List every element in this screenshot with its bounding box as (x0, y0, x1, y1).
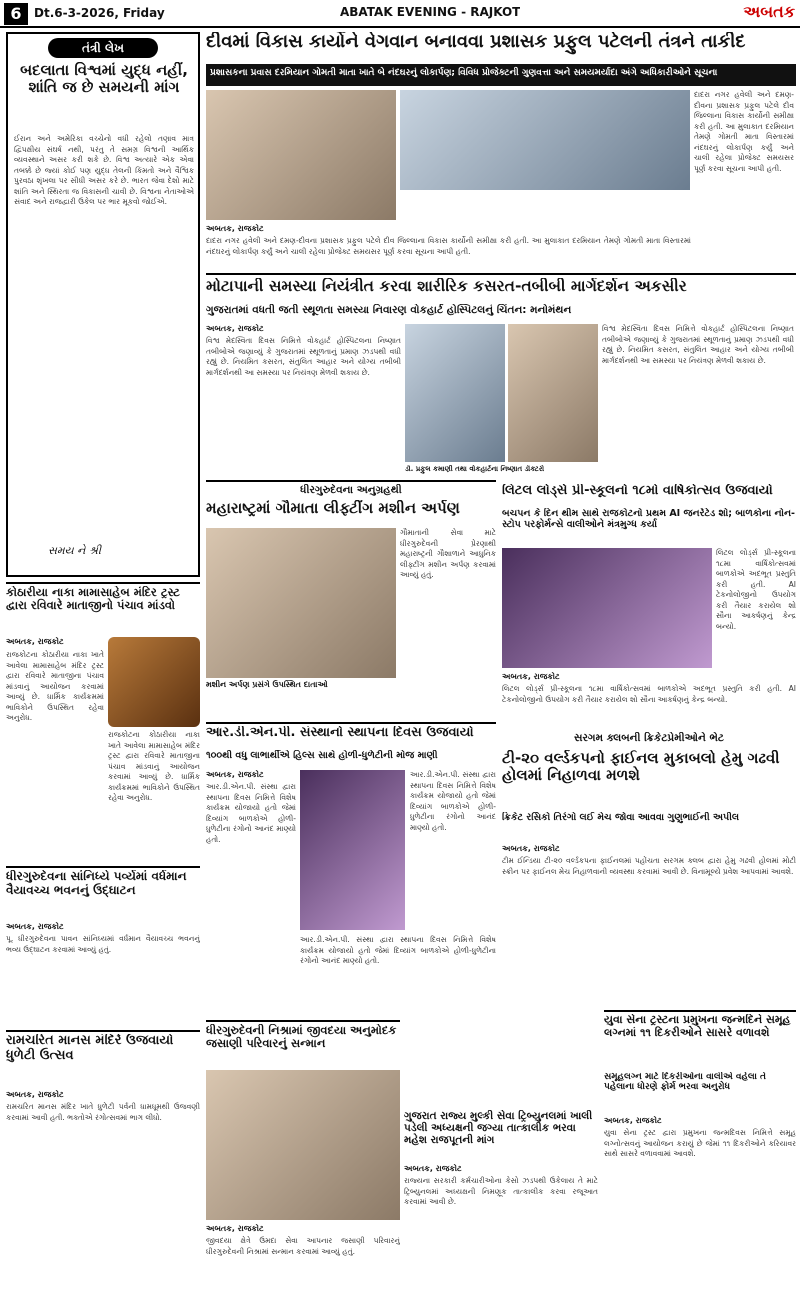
rdnp-body-2: આર.ડી.એન.પી. સંસ્થા દ્વારા સ્થાપના દિવસ નિમિત્તે વિશેષ કાર્યક્રમ યોજાયો હતો જેમાં દિવ્યાંગ બાળકોએ હોળી-ધુળેટીના રંગોનો આનંદ માણ્યો હતો. (300, 935, 496, 965)
jasani-dateline: અબતક, રાજકોટ (206, 1224, 264, 1233)
lead-subheadline: પ્રશાસકના પ્રવાસ દરમિયાન ગોમતી માતા ખાતે બે નંદઘરનું લોકાર્પણ; વિવિધ પ્રોજેક્ટની ગુણવત્તા અને સમયમર્યાદા અંગે અધિકારીઓને સૂચના (206, 64, 796, 86)
school-photo (502, 548, 712, 668)
divider (6, 582, 200, 584)
rdnp-subheadline: ૧૦૦થી વધુ લાભાર્થીએ હિલ્સ સાથે હોળી-ધુળેટીની મોજ માણી (206, 750, 438, 761)
tribunal-dateline: અબતક, રાજકોટ (404, 1164, 462, 1173)
fitness-dateline: અબતક, રાજકોટ (206, 324, 264, 333)
doctor-photo-1 (405, 324, 505, 462)
rdnp-photo (300, 770, 405, 930)
rdnp-body: આર.ડી.એન.પી. સંસ્થા દ્વારા સ્થાપના દિવસ નિમિત્તે વિશેષ કાર્યક્રમ યોજાયો હતો જેમાં દિવ્યાંગ બાળકોએ હોળી-ધુળેટીના રંગોનો આનંદ માણ્યો હતો. (206, 782, 296, 844)
paper-logo: અબતક (743, 2, 795, 21)
jasani-body: જીવદયા ક્ષેત્રે ઉમદા સેવા આપનાર જસાણી પરિવારનું ધીરગુરુદેવની નિશ્રામાં સન્માન કરવામાં આવ્યું હતું. (206, 1236, 400, 1256)
editorial-box (6, 32, 200, 577)
jasani-photo (206, 1070, 400, 1220)
yuva-dateline: અબતક, રાજકોટ (604, 1116, 662, 1125)
kodariya-body: રાજકોટના કોઠારીયા નાકા ખાતે આવેલા મામાસાહેબ મંદિર ટ્રસ્ટ દ્વારા રવિવારે માતાજીના પંચાવ માંડવાનું આયોજન કરવામાં આવ્યું છે. ધાર્મિક કાર્યક્રમમાં ભાવિકોને ઉપસ્થિત રહેવા અનુરોધ. (6, 650, 104, 722)
cricket-body: ટીમ ઈન્ડિયા ટી-૨૦ વર્લ્ડકપના ફાઈનલમાં પહોંચતા સરગમ ક્લબ દ્વારા હેમુ ગઢવી હોલમાં મોટી સ્ક્રીન પર ફાઈનલ મેચ નિહાળવાની વ્યવસ્થા કરવામાં આવી છે. વિનામૂલ્યે પ્રવેશ આપવામાં આવશે. (502, 856, 796, 876)
masthead (0, 0, 800, 28)
divider (6, 866, 200, 868)
ramcharit-body: રામચરિત માનસ મંદિર ખાતે ધુળેટી પર્વની ધામધૂમથી ઉજવણી કરવામાં આવી હતી. ભક્તોએ રંગોત્સવમાં ભાગ લીધો. (6, 1102, 200, 1122)
editorial-signature: સમય ને શ્રી (48, 544, 101, 557)
fitness-body: વિશ્વ મેદસ્વિતા દિવસ નિમિત્તે વોકહાર્ટ હોસ્પિટલના નિષ્ણાત તબીબોએ જણાવ્યું કે ગુજરાતમાં સ્થૂળતાનું પ્રમાણ ઝડપથી વધી રહ્યું છે. નિયમિત કસરત, સંતુલિત આહાર અને યોગ્ય તબીબી માર્ગદર્શનથી આ સમસ્યા પર નિયંત્રણ મેળવી શકાય છે. (206, 336, 401, 377)
yuva-headline: યુવા સેના ટ્રસ્ટના પ્રમુખના જન્મદિને સમૂહ લગ્નમાં ૧૧ દિકરીઓને સાસરે વળાવશે (604, 1014, 791, 1039)
lead-body: દાદરા નગર હવેલી અને દમણ-દીવના પ્રશાસક પ્રફુલ પટેલે દીવ જિલ્લાના વિકાસ કાર્યોની સમીક્ષા કરી હતી. આ મુલાકાત દરમિયાન તેમણે ગોમતી માતા વિસ્તારમાં નંદઘરનું લોકાર્પણ કર્યું અને ચાલી રહેલા પ્રોજેક્ટ સમયસર પૂર્ણ કરવા સૂચના આપી હતી. (206, 236, 691, 256)
divider (206, 273, 796, 275)
jasani-headline: ધીરગુરુદેવની નિશ્રામાં જીવદયા અનુમોદક જસાણી પરિવારનું સન્માન (206, 1024, 397, 1051)
lead-photo-right (400, 90, 690, 190)
rdnp-headline: આર.ડી.એન.પી. સંસ્થાનો સ્થાપના દિવસ ઉજવાયો (206, 726, 474, 740)
fitness-body-side: વિશ્વ મેદસ્વિતા દિવસ નિમિત્તે વોકહાર્ટ હોસ્પિટલના નિષ્ણાત તબીબોએ જણાવ્યું કે ગુજરાતમાં સ્થૂળતાનું પ્રમાણ ઝડપથી વધી રહ્યું છે. નિયમિત કસરત, સંતુલિત આહાર અને યોગ્ય તબીબી માર્ગદર્શનથી આ સમસ્યા પર નિયંત્રણ મેળવી શકાય છે. (602, 324, 794, 365)
kodariya-body-2: રાજકોટના કોઠારીયા નાકા ખાતે આવેલા મામાસાહેબ મંદિર ટ્રસ્ટ દ્વારા રવિવારે માતાજીના પંચાવ માંડવાનું આયોજન કરવામાં આવ્યું છે. ધાર્મિક કાર્યક્રમમાં ભાવિકોને ઉપસ્થિત રહેવા અનુરોધ. (108, 730, 200, 802)
yuva-subheadline: સમૂહલગ્ન માટે દિકરીઓના વાલીએ વહેલા તે પહેલાના ધોરણે ફોર્મ ભરવા અનુરોધ (604, 1072, 766, 1092)
school-dateline: અબતક, રાજકોટ (502, 672, 560, 681)
vardhaman-headline: ધીરગુરુદેવના સાંનિધ્યે પર્વ્યમાં વર્ધમાન વૈયાવચ્ચ ભવનનું ઉદ્ઘાટન (6, 870, 187, 897)
school-body: લિટલ લોર્ડ્સ પ્રી-સ્કૂલના ૧૮મા વાર્ષિકોત્સવમાં બાળકોએ અદભૂત પ્રસ્તુતિ કરી હતી. AI ટેકનોલોજીનો ઉપયોગ કરી તૈયાર કરાયેલ શો સૌના આકર્ષણનું કેન્દ્ર બન્યો. (502, 684, 796, 704)
editorial-title: બદલાતા વિશ્વમાં યુદ્ધ નહીં, શાંતિ જ છે સમયની માંગ (20, 62, 188, 97)
cricket-kicker: સરગમ ક્લબની ક્રિકેટપ્રેમીઓને ભેટ (573, 732, 725, 744)
issue-date: Dt.6-3-2026, Friday (34, 6, 165, 20)
editorial-body: ઈરાન અને અમેરિકા વચ્ચેનો વધી રહેલો તણાવ માત્ર દ્વિપક્ષીય સંઘર્ષ નથી, પરંતુ તે સમગ્ર વિશ્વની આર્થિક વ્યવસ્થાને અસર કરી શકે છે. વિશ્વ અત્યારે એક એવા તબક્કે છે જ્યાં કોઈ પણ યુદ્ધ તેલની કિંમતો અને વૈશ્વિક પુરવઠા શૃંખલા પર સીધી અસર કરે છે. ભારત જેવા દેશો માટે શાંતિ અને સ્થિરતા જ વિકાસની ચાવી છે. વિશ્વના નેતાઓએ સંવાદ અને રાજદ્વારી ઉકેલ પર ભાર મૂકવો જોઈએ. (14, 134, 194, 206)
rdnp-dateline: અબતક, રાજકોટ (206, 770, 264, 779)
mataji-photo (108, 637, 200, 727)
paper-name: ABATAK EVENING - RAJKOT (340, 5, 521, 19)
school-subheadline: બચપન કે દિન થીમ સાથે રાજકોટનો પ્રથમ AI જનરેટેડ શો; બાળકોના નોન-સ્ટોપ પરફોર્મન્સે વાલીઓને મંત્રમુગ્ધ કર્યા (502, 508, 795, 530)
vardhaman-body: પૂ. ધીરગુરુદેવના પાવન સાંનિધ્યમાં વર્ધમાન વૈયાવચ્ચ ભવનનું ભવ્ય ઉદ્ઘાટન કરવામાં આવ્યું હતું. (6, 934, 200, 954)
tribunal-headline: ગુજરાત રાજ્ય મુલ્કી સેવા ટ્રિબ્યુનલમાં ખાલી પડેલી અધ્યક્ષની જગ્યા તાત્કાલીક ભરવા મહેશ રાજપૂતની માંગ (404, 1110, 593, 1147)
ramcharit-dateline: અબતક, રાજકોટ (6, 1090, 64, 1099)
divider (206, 722, 496, 724)
cricket-subheadline: ક્રિકેટ રસિકો તિરંગો લઈ મેચ જોવા આવવા ગુણુભાઈની અપીલ (502, 812, 740, 823)
divider (604, 1010, 796, 1012)
editorial-tag: તંત્રી લેખ (48, 38, 158, 58)
vardhaman-dateline: અબતક, રાજકોટ (6, 922, 64, 931)
maharashtra-kicker: ધીરગુરુદેવના અનુગ્રહથી (300, 484, 402, 496)
cricket-headline: ટી-૨૦ વર્લ્ડકપનો ફાઈનલ મુકાબલો હેમુ ગઢવી હોલમાં નિહાળવા મળશે (502, 750, 780, 785)
maharashtra-caption: મશીન અર્પણ પ્રસંગે ઉપસ્થિત દાતાઓ (206, 680, 328, 689)
fitness-headline: મોટાપાની સમસ્યા નિયંત્રીત કરવા શારીરિક કસરત-તબીબી માર્ગદર્શન અકસીર (206, 278, 687, 295)
lead-headline: દીવમાં વિકાસ કાર્યોને વેગવાન બનાવવા પ્રશાસક પ્રફુલ પટેલની તંત્રને તાકીદ (206, 32, 746, 52)
doctor-photo-2 (508, 324, 598, 462)
divider (206, 480, 496, 482)
school-headline: લિટલ લોર્ડ્સ પ્રી-સ્કૂલનો ૧૮મો વાર્ષિકોત્સવ ઉજવાયો (502, 484, 773, 498)
cricket-dateline: અબતક, રાજકોટ (502, 844, 560, 853)
page-number: 6 (4, 3, 28, 25)
maharashtra-body: ગૌમાતાની સેવા માટે ધીરગુરુદેવની પ્રેરણાથી મહારાષ્ટ્રની ગૌશાળાને આધુનિક લીફ્ટીંગ મશીન અર્પણ કરવામાં આવ્યું હતું. (400, 528, 496, 579)
lead-body-side: દાદરા નગર હવેલી અને દમણ-દીવના પ્રશાસક પ્રફુલ પટેલે દીવ જિલ્લાના વિકાસ કાર્યોની સમીક્ષા કરી હતી. આ મુલાકાત દરમિયાન તેમણે ગોમતી માતા વિસ્તારમાં નંદઘરનું લોકાર્પણ કર્યું અને ચાલી રહેલા પ્રોજેક્ટ સમયસર પૂર્ણ કરવા સૂચના આપી હતી. (694, 90, 794, 173)
kodariya-headline: કોઠારીયા નાકા મામાસાહેબ મંદિર ટ્રસ્ટ દ્વારા રવિવારે માતાજીનો પંચાવ માંડવો (6, 586, 180, 613)
tribunal-body: રાજ્યના સરકારી કર્મચારીઓના કેસો ઝડપથી ઉકેલાય તે માટે ટ્રિબ્યુનલમાં અધ્યક્ષની નિમણૂક તાત્કાલીક કરવા રજૂઆત કરવામાં આવી છે. (404, 1176, 598, 1206)
fitness-caption: ડૉ. પ્રફુલ કમાણી તથા વોકહાર્ટના નિષ્ણાત ડૉક્ટરો (405, 465, 545, 473)
school-body-side: લિટલ લોર્ડ્સ પ્રી-સ્કૂલના ૧૮મા વાર્ષિકોત્સવમાં બાળકોએ અદભૂત પ્રસ્તુતિ કરી હતી. AI ટેકનોલોજીનો ઉપયોગ કરી તૈયાર કરાયેલ શો સૌના આકર્ષણનું કેન્દ્ર બન્યો. (716, 548, 796, 631)
divider (206, 1020, 400, 1022)
rdnp-body-3: આર.ડી.એન.પી. સંસ્થા દ્વારા સ્થાપના દિવસ નિમિત્તે વિશેષ કાર્યક્રમ યોજાયો હતો જેમાં દિવ્યાંગ બાળકોએ હોળી-ધુળેટીના રંગોનો આનંદ માણ્યો હતો. (410, 770, 496, 832)
lead-photo-left (206, 90, 396, 220)
maharashtra-headline: મહારાષ્ટ્રમાં ગૌમાતા લીફ્ટીંગ મશીન અર્પણ (206, 500, 460, 517)
yuva-body: યુવા સેના ટ્રસ્ટ દ્વારા પ્રમુખના જન્મદિવસ નિમિત્તે સમૂહ લગ્નોત્સવનું આયોજન કરાયું છે જેમાં ૧૧ દિકરીઓને કરિયાવર સાથે સાસરે વળાવવામાં આવશે. (604, 1128, 796, 1158)
maharashtra-photo (206, 528, 396, 678)
lead-dateline: અબતક, રાજકોટ (206, 224, 264, 233)
ramcharit-headline: રામચરિત માનસ મંદિરે ઉજવાયો ધુળેટી ઉત્સવ (6, 1034, 174, 1063)
divider (6, 1030, 200, 1032)
fitness-subheadline: ગુજરાતમાં વધતી જતી સ્થૂળતા સમસ્યા નિવારણ વોકહાર્ટ હોસ્પિટલનું ચિંતન: મનોમંથન (206, 304, 572, 316)
kodariya-dateline: અબતક, રાજકોટ (6, 637, 64, 646)
